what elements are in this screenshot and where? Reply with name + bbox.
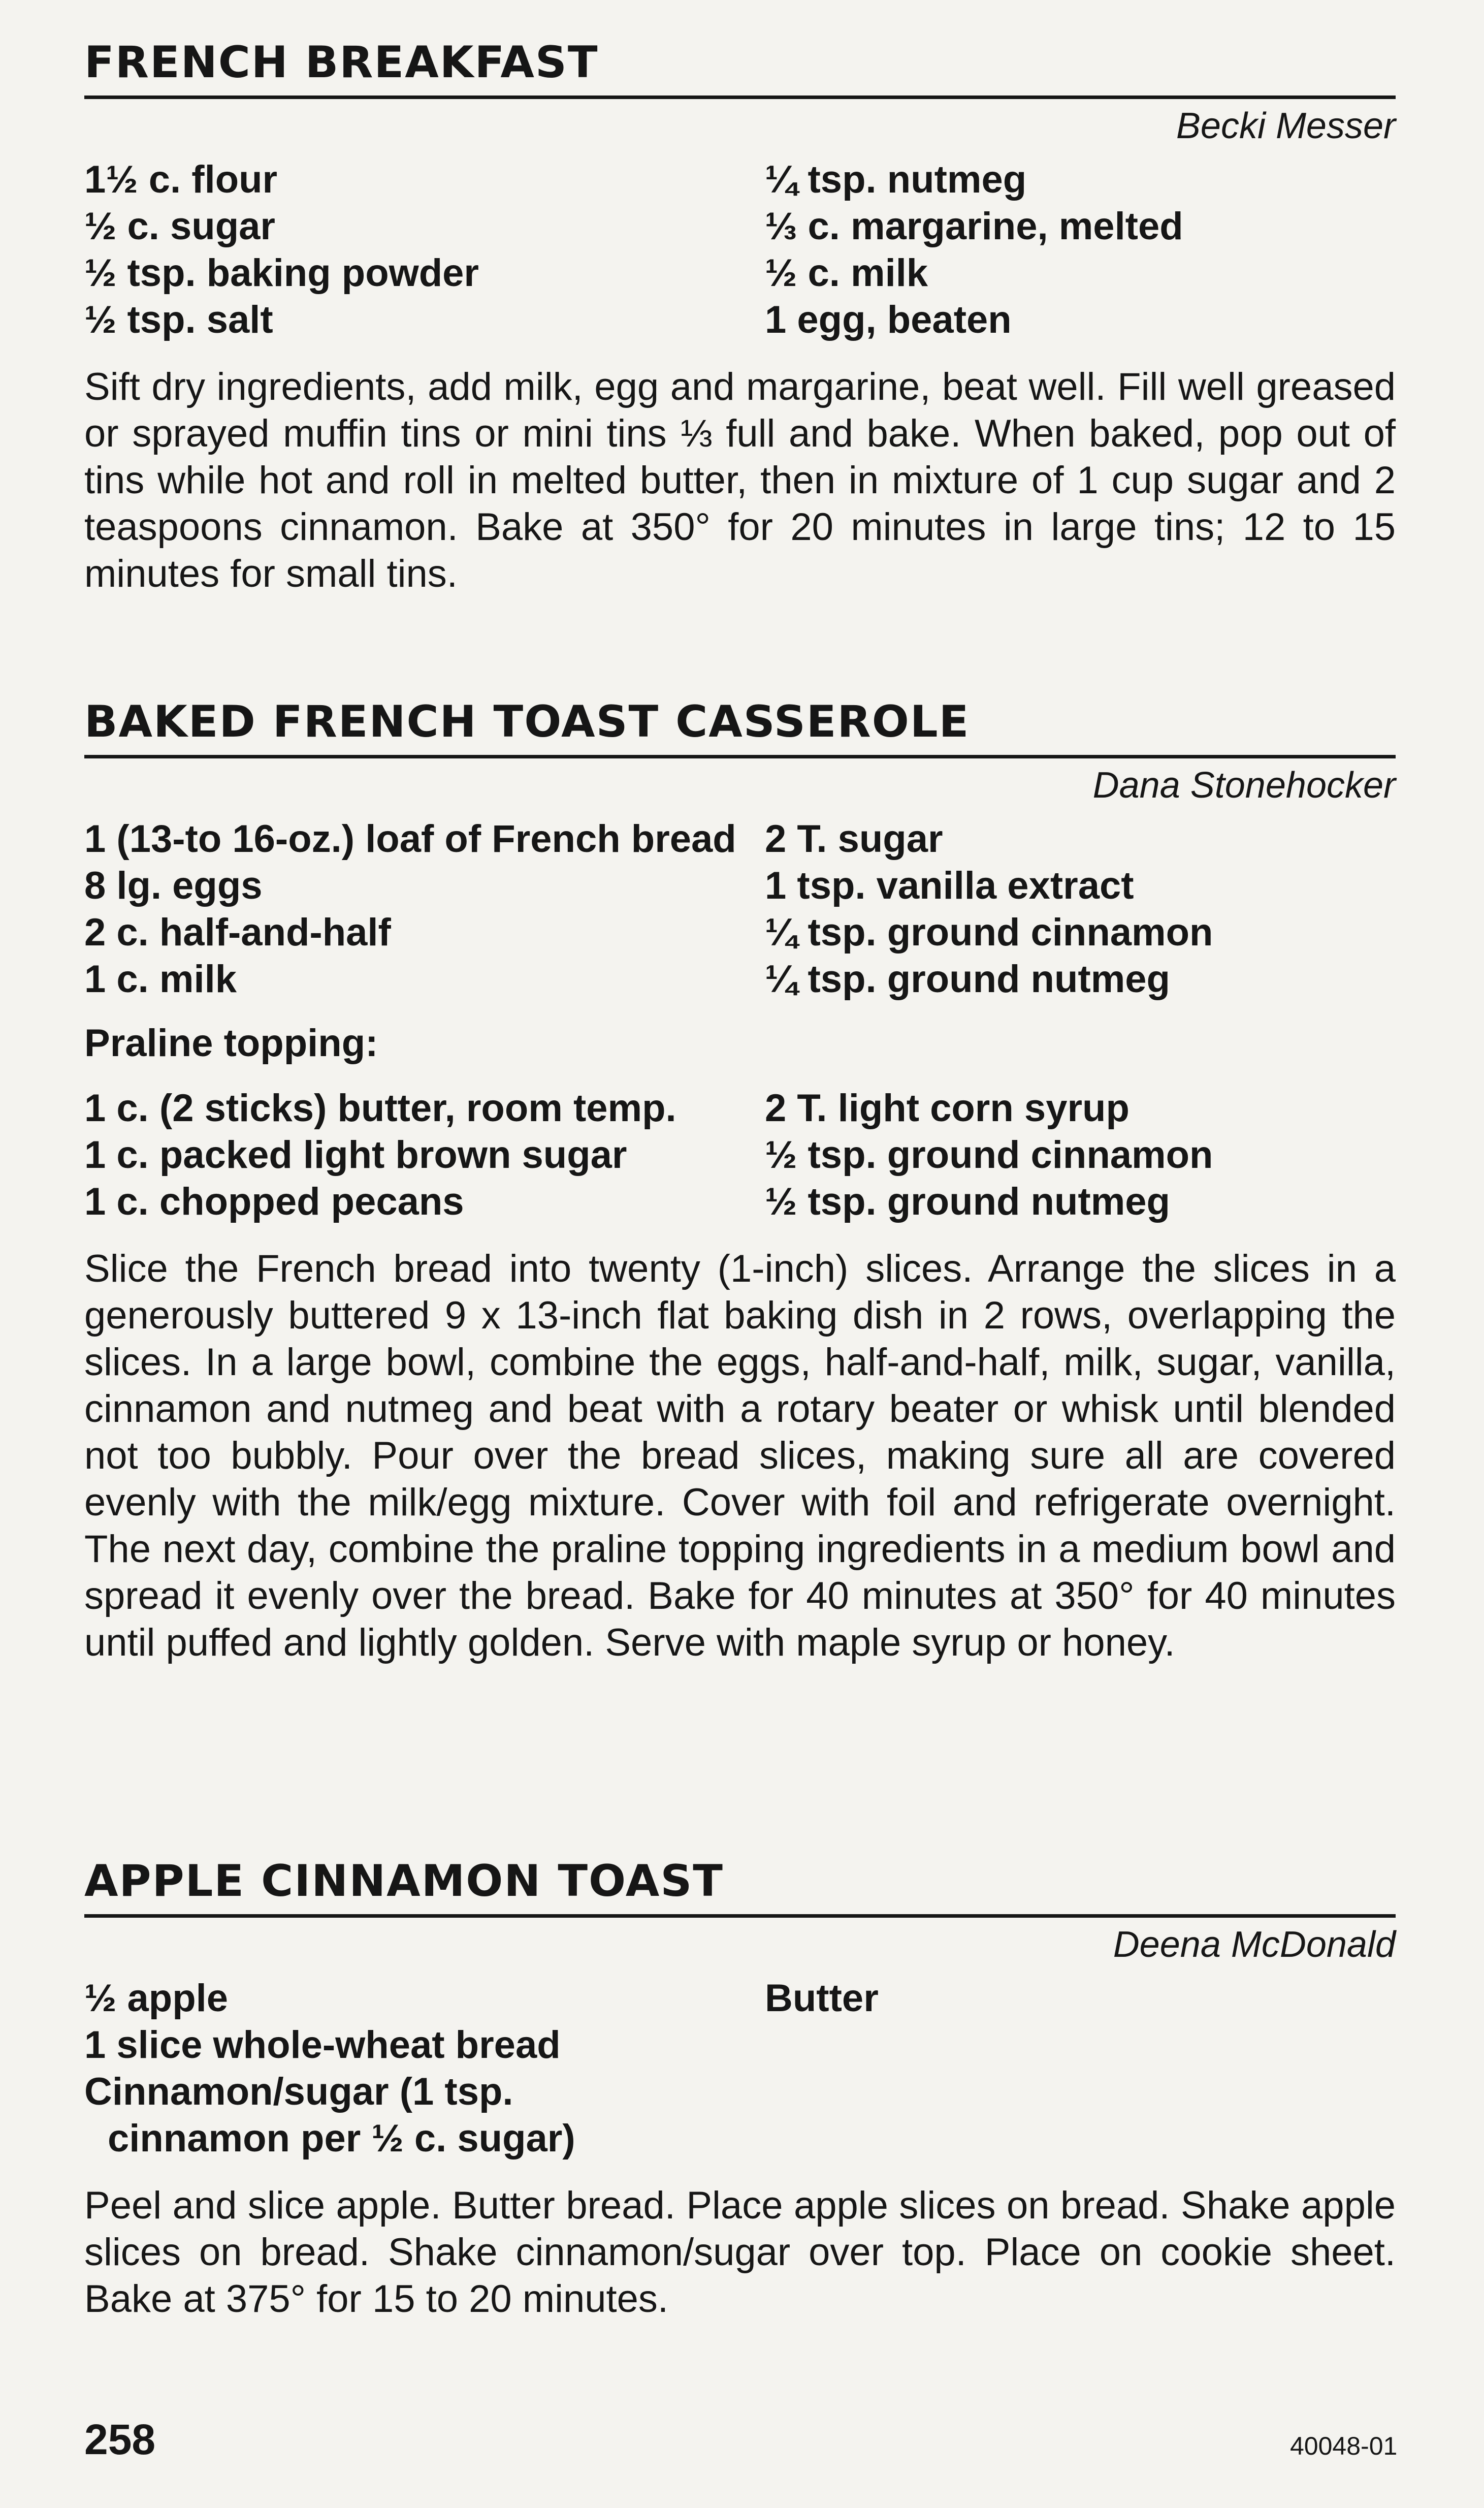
ingredient-column-right	[765, 816, 1396, 1003]
recipe-french-breakfast	[84, 37, 1396, 597]
ingredient-column-left	[84, 816, 765, 1003]
page-number: 258	[84, 2416, 156, 2463]
ingredient-item: 1 slice whole-wheat bread	[84, 2023, 561, 2067]
ingredient-item: ¼ tsp. ground cinnamon	[765, 911, 1213, 955]
ingredient-column-left	[84, 156, 765, 343]
ingredient-item: Butter	[765, 1977, 879, 2020]
recipe-apple-cinnamon-toast	[84, 1856, 1396, 2323]
ingredient-list	[84, 156, 1396, 343]
catalog-code: 40048-01	[1290, 2432, 1398, 2460]
ingredient-list	[84, 816, 1396, 1003]
ingredient-item: ¼ tsp. nutmeg	[765, 158, 1027, 202]
ingredient-column-left	[84, 1085, 765, 1225]
ingredient-item: ½ apple	[84, 1977, 228, 2020]
ingredient-item: 2 c. half-and-half	[84, 911, 391, 955]
recipe-author: Dana Stonehocker	[1092, 765, 1396, 806]
ingredient-item: 1 (13-to 16-oz.) loaf of French bread	[84, 817, 736, 861]
recipe-title: BAKED FRENCH TOAST CASSEROLE	[84, 700, 1396, 758]
ingredient-item: 1 egg, beaten	[765, 298, 1012, 342]
recipe-author: Becki Messer	[1176, 106, 1396, 146]
recipe-directions: Slice the French bread into twenty (1-inch) slices. Arrange the slices in a generously buttered 9 x 13-inch flat baking dish in 2 rows, overlapping the slices. In a large bowl, combine the eggs, half-and-half, milk, sugar, vanilla, cinnamon and nutmeg and beat with a rotary beater or whisk until blended not too bubbly. Pour over the bread slices, making sure all are covered evenly with the milk/egg mixture. Cover with foil and refrigerate overnight. The next day, combine the praline topping ingredients in a medium bowl and spread it evenly over the bread. Bake for 40 minutes at 350° for 40 minutes until puffed and lightly golden. Serve with maple syrup or honey.	[84, 1247, 1396, 1665]
ingredient-item: 2 T. sugar	[765, 817, 943, 861]
ingredient-list	[84, 1975, 1396, 2162]
topping-ingredient-list	[84, 1085, 1396, 1225]
recipe-baked-french-toast-casserole	[84, 696, 1396, 1666]
recipe-title: FRENCH BREAKFAST	[84, 41, 1396, 99]
ingredient-item: ½ c. milk	[765, 251, 928, 295]
ingredient-item: ½ tsp. ground cinnamon	[765, 1133, 1213, 1177]
ingredient-item: 1 c. (2 sticks) butter, room temp.	[84, 1087, 676, 1130]
recipe-directions: Peel and slice apple. Butter bread. Place apple slices on bread. Shake apple slices on bread. Shake cinnamon/sugar over top. Place on cookie sheet. Bake at 375° for 15 to 20 minutes.	[84, 2184, 1396, 2321]
recipe-directions: Sift dry ingredients, add milk, egg and margarine, beat well. Fill well greased or sprayed muffin tins or mini tins ⅓ full and bake. When baked, pop out of tins while hot and roll in melted butter, then in mixture of 1 cup sugar and 2 teaspoons cinnamon. Bake at 350° for 20 minutes in large tins; 12 to 15 minutes for small tins.	[84, 365, 1396, 596]
ingredient-item: 2 T. light corn syrup	[765, 1087, 1130, 1130]
ingredient-column-right	[765, 156, 1396, 343]
ingredient-item: ⅓ c. margarine, melted	[765, 205, 1183, 248]
recipe-author: Deena McDonald	[1113, 1924, 1396, 1965]
ingredient-item: 1 c. milk	[84, 958, 237, 1001]
ingredient-item: ½ tsp. ground nutmeg	[765, 1180, 1170, 1224]
ingredient-item: ½ tsp. salt	[84, 298, 273, 342]
ingredient-item: 1 c. packed light brown sugar	[84, 1133, 627, 1177]
ingredient-item: ¼ tsp. ground nutmeg	[765, 958, 1170, 1001]
ingredient-item: 1 c. chopped pecans	[84, 1180, 464, 1224]
recipe-title: APPLE CINNAMON TOAST	[84, 1859, 1396, 1918]
ingredient-item: Cinnamon/sugar (1 tsp. cinnamon per ½ c. sugar)	[84, 2070, 575, 2161]
ingredient-column-left	[84, 1975, 765, 2162]
ingredient-column-right	[765, 1975, 1396, 2162]
ingredient-item: ½ tsp. baking powder	[84, 251, 479, 295]
ingredient-item: 1 tsp. vanilla extract	[765, 864, 1134, 908]
ingredient-item: 1½ c. flour	[84, 158, 278, 202]
ingredient-item: 8 lg. eggs	[84, 864, 263, 908]
ingredient-item: ½ c. sugar	[84, 205, 275, 248]
ingredient-column-right	[765, 1085, 1396, 1225]
praline-topping-heading: Praline topping:	[84, 1022, 378, 1065]
